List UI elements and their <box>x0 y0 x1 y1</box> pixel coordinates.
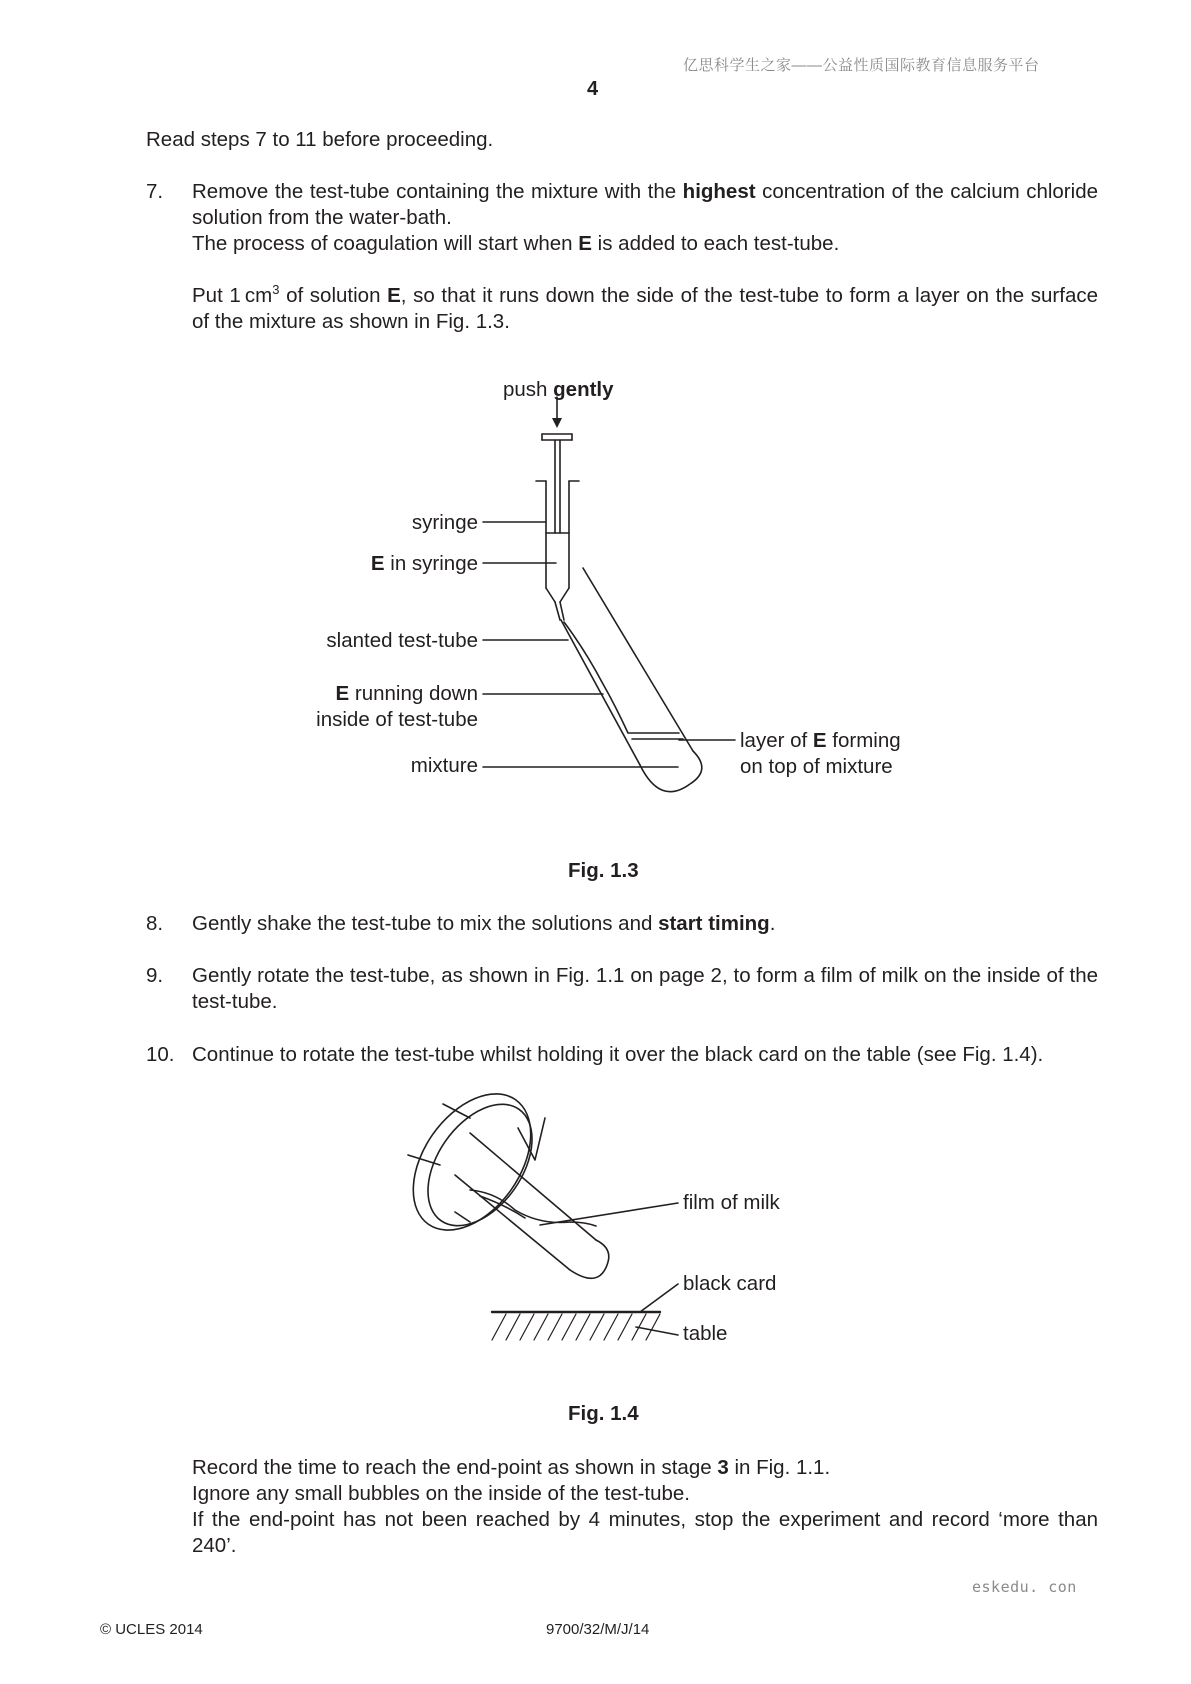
record-line-1: Record the time to reach the end-point as shown in stage 3 in Fig. 1.1. <box>192 1456 831 1479</box>
label-syringe: syringe <box>411 511 478 534</box>
rotation-ring-inner <box>407 1085 554 1245</box>
card-leader <box>640 1284 678 1312</box>
intro-text: Read steps 7 to 11 before proceeding. <box>146 128 494 151</box>
label-inside-of-test-tube: inside of test-tube <box>316 708 478 731</box>
rotation-ring-tail <box>455 1212 470 1222</box>
step-10-text: Continue to rotate the test-tube whilst holding it over the black card on the table (see Fig. 1.4). <box>192 1043 1044 1066</box>
label-on-top-of-mixture: on top of mixture <box>740 755 893 778</box>
table-leader <box>636 1327 678 1335</box>
step-7-number: 7. <box>146 180 164 203</box>
axis-top <box>443 1104 470 1118</box>
footer-copyright: © UCLES 2014 <box>100 1621 203 1638</box>
test-tube-left-wall <box>561 620 640 765</box>
step-7-paragraph-3: Put 1 $cm^3$ of solution E, so that it runs down the side of the test-tube to form a layer on the surface of the mixture as shown in Fig. 1.3. <box>192 282 1098 333</box>
step-7-paragraph-2: The process of coagulation will start when E is added to each test-tube. <box>192 232 840 255</box>
label-e-running-down: E running down <box>335 682 478 705</box>
step-7-paragraph-1: Remove the test-tube containing the mixture with the highest concentration of the calcium chloride solution from the water-bath. <box>192 180 1098 229</box>
axis-left <box>408 1155 440 1165</box>
film-leader <box>540 1203 678 1225</box>
step-9-text: Gently rotate the test-tube, as shown in Fig. 1.1 on page 2, to form a film of milk on the inside of the test-tube. <box>192 964 1098 1013</box>
label-film-of-milk: film of milk <box>683 1191 780 1214</box>
table-hatching <box>492 1314 660 1340</box>
tube-upper-wall <box>470 1133 596 1240</box>
step-8-number: 8. <box>146 912 164 935</box>
label-mixture: mixture <box>410 754 478 777</box>
push-arrow-head <box>552 418 562 428</box>
label-layer-of-e: layer of E forming <box>740 729 901 752</box>
footer-watermark: eskedu. con <box>972 1578 1077 1596</box>
footer-paper-code: 9700/32/M/J/14 <box>546 1621 650 1638</box>
label-e-in-syringe: E in syringe <box>370 552 478 575</box>
step-8-text: Gently shake the test-tube to mix the solutions and start timing. <box>192 912 776 935</box>
rotation-ring-outer <box>389 1072 555 1252</box>
e-running-down <box>564 622 628 733</box>
test-tube-bottom <box>640 751 702 792</box>
film-of-milk-curve-2 <box>480 1196 525 1218</box>
header-watermark: 亿思科学生之家——公益性质国际教育信息服务平台 <box>683 57 1040 74</box>
figure-1-3-caption: Fig. 1.3 <box>568 859 639 882</box>
label-push-gently: push gently <box>503 378 614 401</box>
record-line-2: Ignore any small bubbles on the inside of the test-tube. <box>192 1482 691 1505</box>
test-tube-right-wall <box>583 568 693 751</box>
figure-1-4-caption: Fig. 1.4 <box>568 1402 639 1425</box>
tube-lower-wall <box>455 1175 570 1270</box>
step-10-number: 10. <box>146 1043 175 1066</box>
step-9-number: 9. <box>146 964 164 987</box>
page-number: 4 <box>587 78 599 100</box>
label-table: table <box>683 1322 728 1345</box>
label-slanted-test-tube: slanted test-tube <box>326 629 478 652</box>
tube-bottom <box>570 1240 609 1278</box>
label-black-card: black card <box>683 1272 777 1295</box>
rotation-arrow-head <box>518 1118 545 1160</box>
film-of-milk-curve <box>470 1190 596 1226</box>
record-line-3: If the end-point has not been reached by 4 minutes, stop the experiment and record ‘more than 240’. <box>192 1508 1098 1557</box>
